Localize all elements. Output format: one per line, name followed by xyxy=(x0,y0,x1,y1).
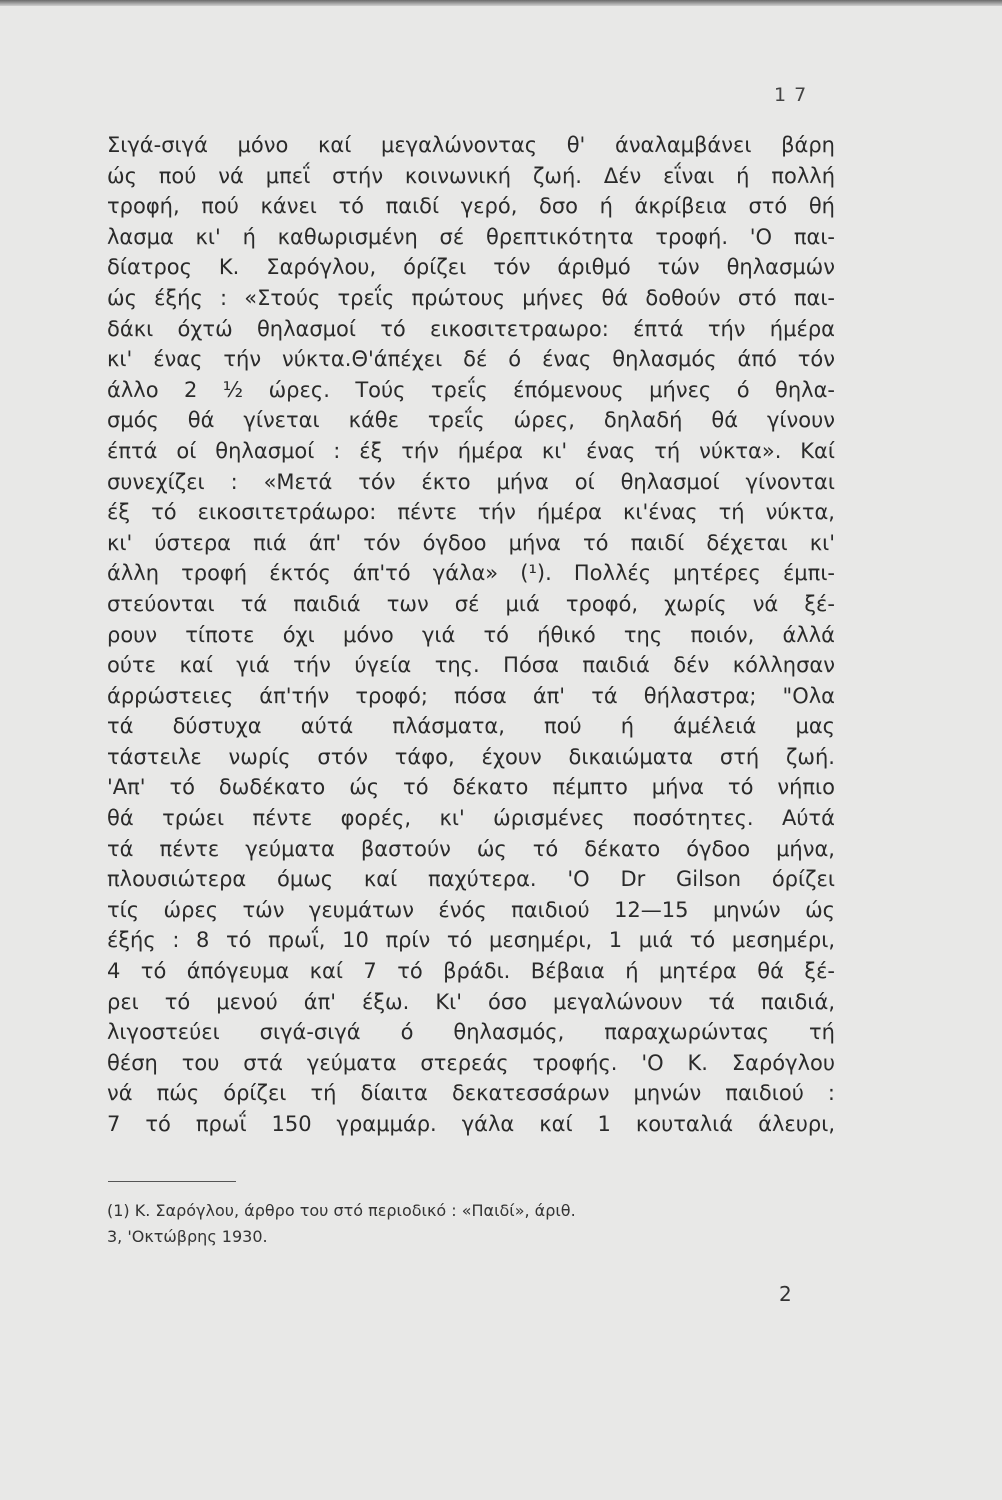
text-line: πλουσιώτερα όμως καί παχύτερα. 'Ο Dr Gilson όρίζει xyxy=(107,867,835,892)
text-line: δίατρος Κ. Σαρόγλου, όρίζει τόν άριθμό τών θηλασμών xyxy=(107,255,835,280)
footnote-divider xyxy=(108,1181,236,1182)
text-line: τίς ώρες τών γευμάτων ένός παιδιού 12—15 μηνών ώς xyxy=(107,897,835,922)
text-line: ούτε καί γιά τήν ύγεία της. Πόσα παιδιά δέν κόλλησαν xyxy=(107,653,835,678)
text-line: τά πέντε γεύματα βαστούν ώς τό δέκατο όγδοο μήνα, xyxy=(107,836,835,861)
text-line: κι' ένας τήν νύκτα.Θ'άπέχει δέ ό ένας θηλασμός άπό τόν xyxy=(107,347,835,372)
footnote xyxy=(107,1198,835,1250)
text-line: δάκι όχτώ θηλασμοί τό εικοσιτετραωρο: έπτά τήν ήμέρα xyxy=(107,316,835,341)
body-text xyxy=(107,130,835,1140)
text-line: τάστειλε νωρίς στόν τάφο, έχουν δικαιώματα στή ζωή. xyxy=(107,744,835,769)
page-top-edge xyxy=(0,0,1002,6)
text-line: στεύονται τά παιδιά των σέ μιά τροφό, χωρίς νά ξέ- xyxy=(107,591,835,616)
text-line: άλλο 2 ½ ώρες. Τούς τρεΐς έπόμενους μήνες ό θηλα- xyxy=(107,377,835,402)
text-line: άρρώστειες άπ'τήν τροφό; πόσα άπ' τά θήλαστρα; "Ολα xyxy=(107,683,835,708)
text-line: 4 τό άπόγευμα καί 7 τό βράδι. Βέβαια ή μητέρα θά ξέ- xyxy=(107,959,835,984)
text-line: έπτά οί θηλασμοί : έξ τήν ήμέρα κι' ένας τή νύκτα». Καί xyxy=(107,438,835,463)
text-line: σμός θά γίνεται κάθε τρεΐς ώρες, δηλαδή θά γίνουν xyxy=(107,408,835,433)
text-line: έξής : 8 τό πρωΐ, 10 πρίν τό μεσημέρι, 1 μιά τό μεσημέρι, xyxy=(107,928,835,953)
text-line: έξ τό εικοσιτετράωρο: πέντε τήν ήμέρα κι'ένας τή νύκτα, xyxy=(107,500,835,525)
text-line: 'Απ' τό δωδέκατο ώς τό δέκατο πέμπτο μήνα τό νήπιο xyxy=(107,775,835,800)
text-line: 7 τό πρωΐ 150 γραμμάρ. γάλα καί 1 κουταλιά άλευρι, xyxy=(107,1112,835,1136)
text-line: θέση του στά γεύματα στερεάς τροφής. 'Ο Κ. Σαρόγλου xyxy=(107,1050,835,1075)
text-line: λιγοστεύει σιγά-σιγά ό θηλασμός, παραχωρώντας τή xyxy=(107,1020,835,1045)
text-line: τά δύστυχα αύτά πλάσματα, πού ή άμέλειά μας xyxy=(107,714,835,739)
text-line: θά τρώει πέντε φορές, κι' ώρισμένες ποσότητες. Αύτά xyxy=(107,806,835,831)
text-line: ώς έξής : «Στούς τρεΐς πρώτους μήνες θά δοθούν στό παι- xyxy=(107,285,835,310)
text-line: συνεχίζει : «Μετά τόν έκτο μήνα οί θηλασμοί γίνονται xyxy=(107,469,835,494)
text-line: ρουν τίποτε όχι μόνο γιά τό ήθικό της ποιόν, άλλά xyxy=(107,622,835,647)
page-number-top: 1 7 xyxy=(774,84,808,106)
text-line: άλλη τροφή έκτός άπ'τό γάλα» (¹). Πολλές μητέρες έμπι- xyxy=(107,561,835,586)
text-line: ρει τό μενού άπ' έξω. Κι' όσο μεγαλώνουν τά παιδιά, xyxy=(107,989,835,1014)
footnote-line: 3, 'Οκτώβρης 1930. xyxy=(107,1227,268,1246)
footnote-line: (1) Κ. Σαρόγλου, άρθρο του στό περιοδικό : «Παιδί», άριθ. xyxy=(107,1201,576,1220)
text-line: Σιγά-σιγά μόνο καί μεγαλώνοντας θ' άναλαμβάνει βάρη xyxy=(107,133,835,157)
text-line: λασμα κι' ή καθωρισμένη σέ θρεπτικότητα τροφή. 'Ο παι- xyxy=(107,224,835,249)
page-number-bottom: 2 xyxy=(779,1282,792,1306)
text-line: τροφή, πού κάνει τό παιδί γερό, δσο ή άκρίβεια στό θή xyxy=(107,194,835,219)
text-line: κι' ύστερα πιά άπ' τόν όγδοο μήνα τό παιδί δέχεται κι' xyxy=(107,530,835,555)
text-line: νά πώς όρίζει τή δίαιτα δεκατεσσάρων μηνών παιδιού : xyxy=(107,1081,835,1106)
text-line: ώς πού νά μπεΐ στήν κοινωνική ζωή. Δέν εΐναι ή πολλή xyxy=(107,163,835,188)
